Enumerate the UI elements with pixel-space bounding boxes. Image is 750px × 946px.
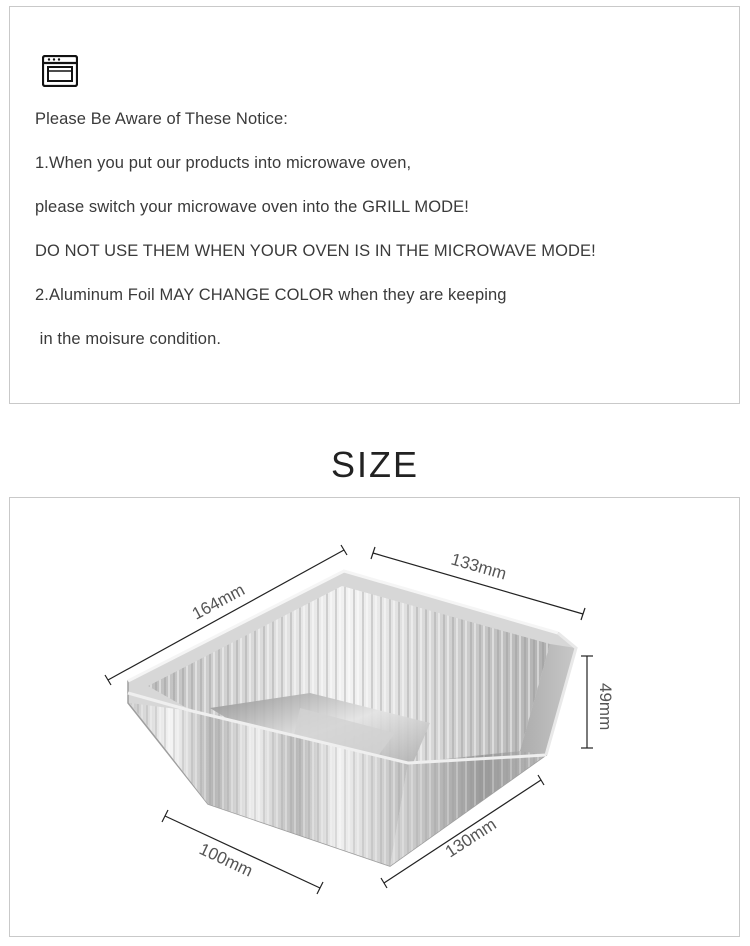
dimension-label-100mm: 100mm (196, 839, 256, 881)
size-diagram (10, 498, 741, 938)
dimension-label-133mm: 133mm (448, 549, 509, 584)
dimension-label-164mm: 164mm (188, 580, 248, 624)
notice-line-4: 2.Aluminum Foil MAY CHANGE COLOR when they are keeping (35, 286, 507, 304)
oven-icon (42, 55, 78, 87)
dimension-label-49mm: 49mm (596, 683, 615, 731)
notice-line-1: 1.When you put our products into microwave oven, (35, 154, 412, 172)
dimension-label-130mm: 130mm (441, 814, 500, 862)
notice-line-3: DO NOT USE THEM WHEN YOUR OVEN IS IN THE MICROWAVE MODE! (35, 242, 596, 260)
notice-title: Please Be Aware of These Notice: (35, 110, 288, 128)
size-title: SIZE (330, 444, 419, 485)
notice-line-5: in the moisure condition. (35, 330, 222, 348)
notice-box (9, 6, 740, 404)
notice-line-2: please switch your microwave oven into the GRILL MODE! (35, 198, 469, 216)
size-diagram-box (9, 497, 740, 937)
